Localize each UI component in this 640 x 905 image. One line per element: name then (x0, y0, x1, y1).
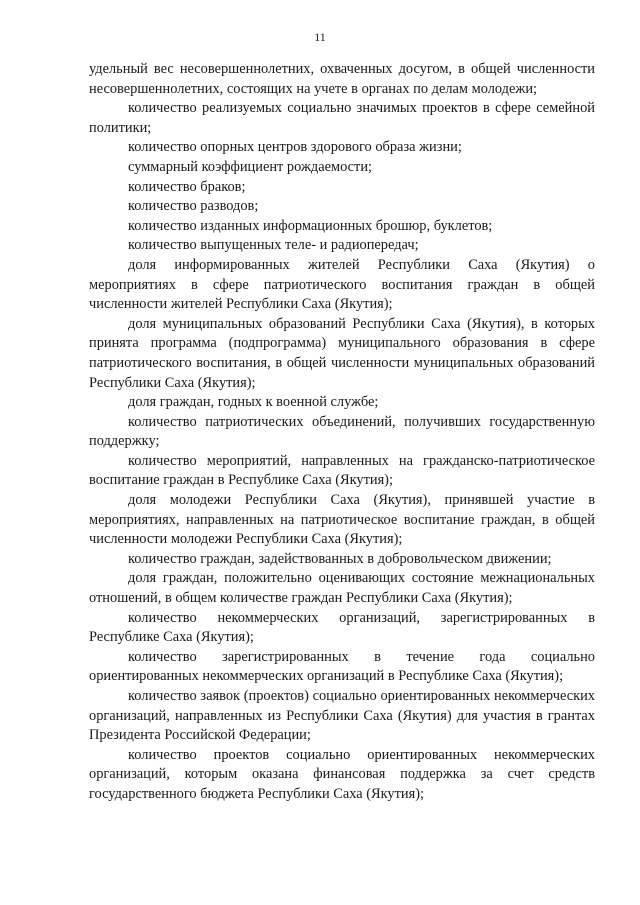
paragraph: количество проектов социально ориентированных некоммерческих организаций, которым оказана финансовая поддержка за счет средств государственного бюджета Республики Саха (Якутия); (89, 746, 595, 802)
page-number: 11 (314, 30, 326, 44)
paragraph: количество выпущенных теле- и радиопередач; (128, 237, 419, 254)
paragraph: доля информированных жителей Республики Саха (Якутия) о мероприятиях в сфере патриотического воспитания граждан в общей численности жителей Республики Саха (Якутия); (89, 256, 595, 313)
paragraph: количество некоммерческих организаций, зарегистрированных в Республике Саха (Якутия); (89, 609, 595, 646)
paragraph: количество зарегистрированных в течение года социально ориентированных некоммерческих организаций в Республике Саха (Якутия); (89, 648, 595, 685)
paragraph: количество опорных центров здорового образа жизни; (128, 139, 462, 156)
document-body (89, 60, 595, 805)
paragraph: количество заявок (проектов) социально ориентированных некоммерческих организаций, направленных из Республики Саха (Якутия) для участия в грантах Президента Российской Федерации; (89, 688, 595, 744)
paragraph: количество граждан, задействованных в добровольческом движении; (128, 550, 552, 567)
paragraph: количество изданных информационных брошюр, буклетов; (128, 217, 493, 234)
paragraph: доля муниципальных образований Республики Саха (Якутия), в которых принята программа (подпрограмма) муниципального образования в сфере патриотического воспитания, в общей численности муниципальных образований Республики Саха (Якутия); (89, 315, 595, 391)
paragraph: количество разводов; (128, 198, 259, 215)
paragraph: доля молодежи Республики Саха (Якутия), принявшей участие в мероприятиях, направленных на патриотическое воспитание граждан, в общей численности молодежи Республики Саха (Якутия); (89, 492, 595, 548)
paragraph: количество патриотических объединений, получивших государственную поддержку; (89, 413, 595, 450)
paragraph: доля граждан, годных к военной службе; (128, 394, 379, 411)
paragraph: количество мероприятий, направленных на гражданско-патриотическое воспитание граждан в Республике Саха (Якутия); (89, 452, 595, 489)
paragraph: суммарный коэффициент рождаемости; (128, 158, 373, 175)
paragraph: количество браков; (128, 178, 246, 195)
paragraph: удельный вес несовершеннолетних, охваченных досугом, в общей численности несовершеннолетних, состоящих на учете в органах по делам молодежи; (89, 61, 595, 97)
paragraph: количество реализуемых социально значимых проектов в сфере семейной политики; (89, 100, 595, 136)
paragraph: доля граждан, положительно оценивающих состояние межнациональных отношений, в общем количестве граждан Республики Саха (Якутия); (89, 570, 595, 607)
